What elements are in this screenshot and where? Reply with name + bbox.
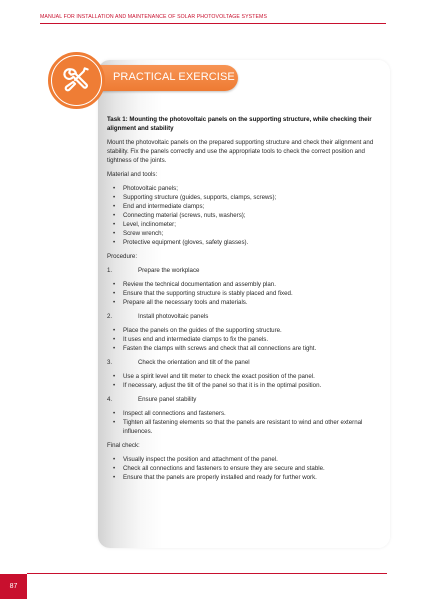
list-item: • Prepare all the necessary tools and materials. [107, 298, 382, 307]
list-item: • Level, inclinometer; [107, 220, 382, 229]
step-list [107, 280, 382, 307]
procedure-step [107, 312, 382, 321]
list-item: • Supporting structure (guides, supports, clamps, screws); [107, 193, 382, 202]
list-item: • End and intermediate clamps; [107, 202, 382, 211]
step-number: 4. [107, 396, 113, 403]
procedure-label: Procedure: [107, 253, 138, 260]
step-list [107, 409, 382, 436]
final-check-label: Final check: [107, 442, 140, 449]
footer-rule [27, 573, 387, 574]
list-item: • Fasten the clamps with screws and check that all connections are tight. [107, 344, 382, 353]
list-item: • Place the panels on the guides of the supporting structure. [107, 326, 382, 335]
list-item: • Ensure that the panels are properly installed and ready for further work. [107, 473, 382, 482]
list-item: • Check all connections and fasteners to ensure they are secure and stable. [107, 464, 382, 473]
running-header: MANUAL FOR INSTALLATION AND MAINTENANCE OF SOLAR PHOTOVOLTAGE SYSTEMS [40, 14, 268, 20]
procedure-step [107, 358, 382, 367]
page-number: 87 [9, 583, 18, 590]
step-title: Prepare the workplace [138, 267, 200, 274]
list-item: • Visually inspect the position and attachment of the panel. [107, 455, 382, 464]
list-item: • Screw wrench; [107, 229, 382, 238]
exercise-content [107, 115, 382, 487]
list-item: • Use a spirit level and tilt meter to check the exact position of the panel. [107, 372, 382, 381]
final-check-list [107, 455, 382, 482]
list-item: • It uses end and intermediate clamps to fix the panels. [107, 335, 382, 344]
list-item: • Ensure that the supporting structure is stably placed and fixed. [107, 289, 382, 298]
materials-label: Material and tools: [107, 171, 158, 178]
task-description: Mount the photovoltaic panels on the prepared supporting structure and check their alignment and stability. Fix the panels correctly and use the appropriate tools to check the correct position and tightness of the joints. [107, 139, 374, 164]
list-item: • Review the technical documentation and assembly plan. [107, 280, 382, 289]
list-item: • Tighten all fastening elements so that the panels are resistant to wind and other external influences. [107, 418, 382, 436]
page-number-box [0, 574, 27, 599]
step-list [107, 326, 382, 353]
step-title: Install photovoltaic panels [138, 313, 209, 320]
header-rule [40, 23, 386, 24]
list-item: • Protective equipment (gloves, safety glasses). [107, 238, 382, 247]
wrench-screwdriver-icon [61, 65, 92, 96]
list-item: • If necessary, adjust the tilt of the panel so that it is in the optimal position. [107, 381, 382, 390]
section-title: PRACTICAL EXERCISE [113, 71, 235, 83]
task-title: Task 1: Mounting the photovoltaic panels on the supporting structure, while checking their alignment and stability [107, 116, 372, 132]
materials-list [107, 184, 382, 247]
step-title: Ensure panel stability [138, 396, 197, 403]
step-title: Check the orientation and tilt of the panel [138, 359, 250, 366]
procedure-step [107, 395, 382, 404]
step-number: 2. [107, 313, 113, 320]
step-list [107, 372, 382, 390]
list-item: • Connecting material (screws, nuts, washers); [107, 211, 382, 220]
procedure-step [107, 266, 382, 275]
step-number: 1. [107, 267, 113, 274]
step-number: 3. [107, 359, 113, 366]
list-item: • Inspect all connections and fasteners. [107, 409, 382, 418]
list-item: • Photovoltaic panels; [107, 184, 382, 193]
